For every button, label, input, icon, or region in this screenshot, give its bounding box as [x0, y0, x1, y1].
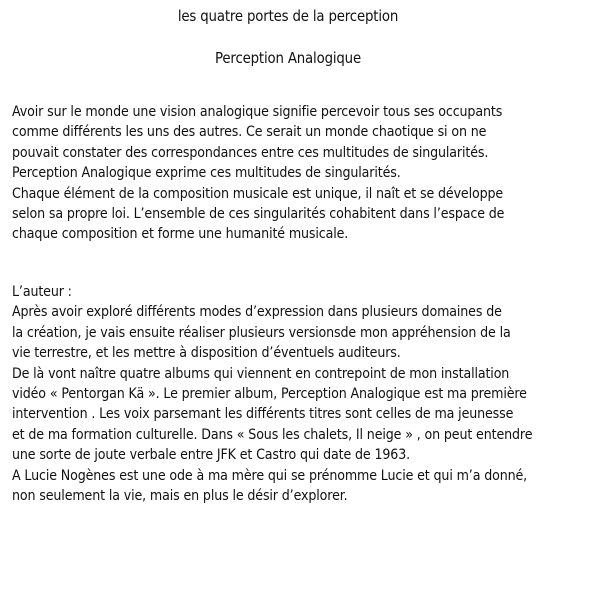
text-line: la création, je vais ensuite réaliser plusieurs versionsde mon appréhension de la — [12, 324, 511, 341]
text-line: intervention . Les voix parsemant les différents titres sont celles de ma jeunesse — [12, 406, 514, 423]
text-line: comme différents les uns des autres. Ce serait un monde chaotique si on ne — [12, 124, 487, 141]
text-line: Avoir sur le monde une vision analogique signifie percevoir tous ses occupants — [12, 104, 503, 120]
page-title: les quatre portes de la perception — [177, 7, 399, 25]
text-line: non seulement la vie, mais en plus le désir d’explorer. — [12, 488, 348, 505]
intro-paragraph — [12, 102, 588, 245]
text-line: A Lucie Nogènes est une ode à ma mère qui se prénomme Lucie et qui m’a donné, — [12, 467, 528, 484]
text-line: De là vont naître quatre albums qui viennent en contrepoint de mon installation — [12, 365, 510, 382]
text-line: vidéo « Pentorgan Kä ». Le premier album, Perception Analogique est ma première — [12, 386, 527, 403]
text-line: une sorte de joute verbale entre JFK et Castro qui date de 1963. — [12, 447, 411, 464]
text-line: Chaque élément de la composition musicale est unique, il naît et se développe — [12, 185, 504, 202]
text-line: et de ma formation culturelle. Dans « Sous les chalets, Il neige » , on peut entendre — [12, 426, 533, 443]
album-title: Perception Analogique — [215, 49, 361, 67]
text-line: Après avoir exploré différents modes d’expression dans plusieurs domaines de — [12, 304, 502, 321]
text-line: pouvait constater des correspondances entre ces multitudes de singularités. — [12, 144, 489, 161]
text-line: vie terrestre, et les mettre à disposition d’éventuels auditeurs. — [12, 345, 401, 362]
text-line: chaque composition et forme une humanité musicale. — [12, 226, 349, 243]
text-line: selon sa propre loi. L’ensemble de ces singularités cohabitent dans l’espace de — [12, 206, 505, 223]
text-line: Perception Analogique exprime ces multitudes de singularités. — [12, 165, 401, 182]
author-label: L’auteur : — [12, 284, 72, 300]
author-section — [12, 282, 588, 506]
